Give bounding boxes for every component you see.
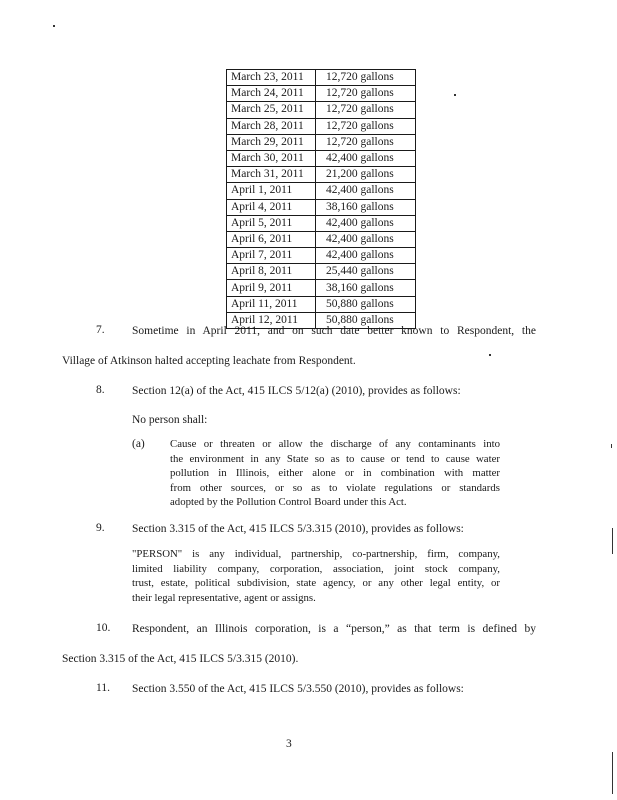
table-row xyxy=(227,183,416,199)
gallons-cell: 12,720 gallons xyxy=(316,118,416,134)
person-definition-line: trust, estate, political subdivision, state agency, or any other legal entity, or xyxy=(132,577,500,589)
scan-artifact-dot xyxy=(489,354,491,356)
scan-artifact-dot xyxy=(53,25,55,27)
date-cell: April 5, 2011 xyxy=(227,215,316,231)
gallons-cell: 12,720 gallons xyxy=(316,70,416,86)
table-row xyxy=(227,167,416,183)
paragraph-7-line-1: Sometime in April 2011, and on such date better known to Respondent, the xyxy=(132,325,536,337)
table-row xyxy=(227,215,416,231)
date-cell: April 12, 2011 xyxy=(227,312,316,328)
table-row xyxy=(227,296,416,312)
paragraph-10-line-2: Section 3.315 of the Act, 415 ILCS 5/3.315 (2010). xyxy=(62,653,299,665)
paragraph-8-item-line: pollution in Illinois, either alone or in combination with matter xyxy=(170,467,500,479)
gallons-cell: 12,720 gallons xyxy=(316,134,416,150)
person-definition-line: "PERSON" is any individual, partnership, co-partnership, firm, company, xyxy=(132,548,500,560)
date-cell: March 30, 2011 xyxy=(227,150,316,166)
paragraph-9-intro: Section 3.315 of the Act, 415 ILCS 5/3.315 (2010), provides as follows: xyxy=(132,523,464,535)
table-row xyxy=(227,280,416,296)
scan-artifact-mark xyxy=(611,444,612,448)
date-cell: April 7, 2011 xyxy=(227,248,316,264)
gallons-cell: 25,440 gallons xyxy=(316,264,416,280)
date-cell: April 11, 2011 xyxy=(227,296,316,312)
date-cell: March 29, 2011 xyxy=(227,134,316,150)
paragraph-9-number: 9. xyxy=(96,522,105,534)
gallons-cell: 38,160 gallons xyxy=(316,280,416,296)
gallons-cell: 42,400 gallons xyxy=(316,215,416,231)
table-row xyxy=(227,86,416,102)
date-cell: March 28, 2011 xyxy=(227,118,316,134)
table-row xyxy=(227,231,416,247)
date-cell: March 24, 2011 xyxy=(227,86,316,102)
gallons-cell: 12,720 gallons xyxy=(316,86,416,102)
paragraph-8-item-line: from other sources, or so as to violate regulations or standards xyxy=(170,481,500,494)
gallons-cell: 38,160 gallons xyxy=(316,199,416,215)
gallons-cell: 50,880 gallons xyxy=(316,296,416,312)
gallons-cell: 42,400 gallons xyxy=(316,183,416,199)
date-cell: March 25, 2011 xyxy=(227,102,316,118)
gallons-cell: 42,400 gallons xyxy=(316,150,416,166)
paragraph-8-lead: No person shall: xyxy=(132,414,208,426)
table-row xyxy=(227,150,416,166)
gallons-cell: 21,200 gallons xyxy=(316,167,416,183)
date-cell: March 31, 2011 xyxy=(227,167,316,183)
table-row xyxy=(227,70,416,86)
table-row xyxy=(227,199,416,215)
paragraph-8-item-text xyxy=(170,437,500,510)
person-definition-line: their legal representative, agent or assigns. xyxy=(132,591,316,604)
leachate-volume-table xyxy=(226,69,416,329)
date-cell: April 9, 2011 xyxy=(227,280,316,296)
page-number: 3 xyxy=(286,738,292,750)
paragraph-11-number: 11. xyxy=(96,682,110,694)
scan-artifact-dot xyxy=(454,94,456,96)
table-row xyxy=(227,118,416,134)
date-cell: April 8, 2011 xyxy=(227,264,316,280)
paragraph-10-number: 10. xyxy=(96,622,111,634)
table-row xyxy=(227,134,416,150)
paragraph-8-number: 8. xyxy=(96,384,105,396)
date-cell: March 23, 2011 xyxy=(227,70,316,86)
paragraph-8-item-line: the environment in any State so as to cause or tend to cause water xyxy=(170,452,500,465)
paragraph-11-intro: Section 3.550 of the Act, 415 ILCS 5/3.550 (2010), provides as follows: xyxy=(132,683,464,695)
paragraph-8-intro: Section 12(a) of the Act, 415 ILCS 5/12(a) (2010), provides as follows: xyxy=(132,385,461,397)
date-cell: April 4, 2011 xyxy=(227,199,316,215)
date-cell: April 1, 2011 xyxy=(227,183,316,199)
date-cell: April 6, 2011 xyxy=(227,231,316,247)
table-row xyxy=(227,264,416,280)
paragraph-8-item-line: Cause or threaten or allow the discharge of any contaminants into xyxy=(170,438,500,450)
gallons-cell: 42,400 gallons xyxy=(316,248,416,264)
gallons-cell: 50,880 gallons xyxy=(316,312,416,328)
paragraph-8-item-line: adopted by the Pollution Control Board under this Act. xyxy=(170,496,407,508)
paragraph-7-number: 7. xyxy=(96,324,105,336)
person-definition-line: limited liability company, corporation, association, joint stock company, xyxy=(132,562,500,575)
table-row xyxy=(227,248,416,264)
paragraph-8-item-label: (a) xyxy=(132,438,145,450)
gallons-cell: 12,720 gallons xyxy=(316,102,416,118)
paragraph-10-line-1: Respondent, an Illinois corporation, is a “person,” as that term is defined by xyxy=(132,623,536,635)
scan-artifact-mark xyxy=(612,752,613,794)
gallons-cell: 42,400 gallons xyxy=(316,231,416,247)
person-definition-quote xyxy=(132,547,500,605)
paragraph-7-line-2: Village of Atkinson halted accepting leachate from Respondent. xyxy=(62,355,356,367)
scan-artifact-mark xyxy=(612,528,613,554)
table-row xyxy=(227,102,416,118)
